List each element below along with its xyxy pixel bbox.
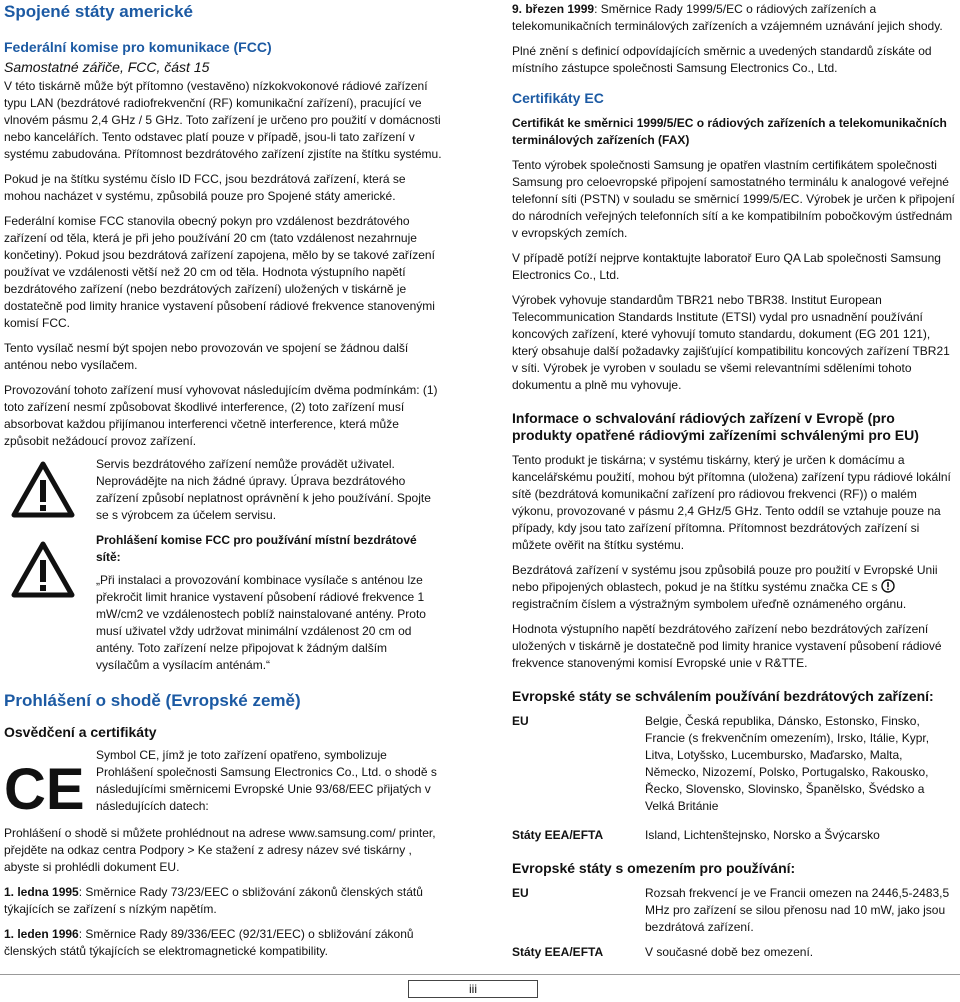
ce-paragraph: Symbol CE, jímž je toto zařízení opatřeno, symbolizuje Prohlášení společnosti Samsung Electronics Co., Ltd. o shodě s následujícími směrnicemi Evropské Unie 93/68/EEC přijatých v následujících datech: (96, 748, 437, 813)
left-column (4, 0, 442, 960)
eea-restricted-text: V současné době bez omezení. (645, 945, 814, 959)
directive-1999-text: : Směrnice Rady 1999/5/EC o rádiových zařízeních a telekomunikačních terminálových zařízeních a vzájemném uznávání jejich shody. (512, 2, 943, 33)
warning-paragraph: Servis bezdrátového zařízení nemůže provádět uživatel. Neprovádějte na nich žádné úpravy. Úprava bezdrátového zařízení způsobí neplatnost oprávnění k jeho používání. Spojte se s výrobcem za účelem servisu. (96, 457, 431, 522)
radio-approval-heading: Informace o schvalování rádiových zařízení v Evropě (pro produkty opatřené rádiovými zařízeními schválenými pro EU) (512, 410, 919, 443)
directive-1999-date: 9. březen 1999 (512, 2, 595, 16)
fcc-paragraph-4: Tento vysílač nesmí být spojen nebo provozován ve spojení se žádnou další anténou nebo vysílačem. (4, 341, 409, 372)
fcc-paragraph-1: V této tiskárně může být přítomno (vestavěno) nízkokvokonové rádiové zařízení typu LAN (bezdrátové radiofrekvenční (RF) komunikační zařízení), pracující ve vlnovém pásmu 2,4 GHz / 5 GHz. Toto zařízení je určeno pro použití v domácnosti nebo kancelářích. Tento odstavec platí pouze v případě, jsou-li tato zařízení v systému zabudována. Přítomnost bezdrátového zařízení zjistíte na štítku systému. (4, 79, 442, 161)
eu-approved-key: EU (512, 714, 529, 728)
warning-text (96, 456, 442, 674)
warning-icons (4, 456, 96, 674)
ec-certificates-title: Certifikáty EC (512, 90, 604, 106)
eea-approved-key: Státy EEA/EFTA (512, 828, 604, 842)
right-column (512, 0, 956, 961)
ce-block (4, 747, 442, 819)
warning-triangle-icon (10, 540, 76, 600)
eu-approved-row (512, 713, 956, 815)
eu-restricted-text: Rozsah frekvencí je ve Francii omezen na 2446,5-2483,5 MHz pro zařízení se silou přenosu nad 10 mW, jako jsou bezdrátová zařízení. (645, 886, 950, 934)
fcc-paragraph-2: Pokud je na štítku systému číslo ID FCC, jsou bezdrátová zařízení, která se mohou nacházet v systému, způsobilá pouze pro Spojené státy americké. (4, 172, 406, 203)
radio-paragraph-2a: Bezdrátová zařízení v systému jsou způsobilá pouze pro použití v Evropské Unii nebo připojených oblastech, pokud je na štítku systému značka CE s (512, 563, 938, 594)
fcc-paragraph-5: Provozování tohoto zařízení musí vyhovovat následujícím dvěma podmínkám: (1) toto zařízení nesmí způsobovat škodlivé interference, (2) toto zařízení musí absorbovat každou přijímanou interferenci včetně interference, která může způsobit nežádoucí provoz zařízení. (4, 383, 438, 448)
section-title-usa: Spojené státy americké (4, 2, 193, 21)
ce-mark-icon (4, 759, 88, 819)
eu-approved-countries: Belgie, Česká republika, Dánsko, Estonsko, Finsko, Francie (s frekvenčním omezením), Irsko, Itálie, Kypr, Litva, Lotyšsko, Lucembursko, Maďarsko, Malta, Německo, Nizozemí, Polsko, Portugalsko, Rakousko, Řecko, Slovensko, Slovinsko, Španělsko, Švédsko a Velká Británie (645, 714, 930, 813)
eu-declaration-title: Prohlášení o shodě (Evropské země) (4, 691, 301, 710)
eu-approved-states-heading: Evropské státy se schválením používání bezdrátových zařízení: (512, 688, 934, 704)
ce-mark-text: CE (4, 759, 85, 819)
directive-1995 (4, 884, 442, 918)
directive-1995-date: 1. ledna 1995 (4, 885, 79, 899)
warning-heading: Prohlášení komise FCC pro používání místní bezdrátové sítě: (96, 533, 417, 564)
fcc-paragraph-3: Federální komise FCC stanovila obecný pokyn pro vzdálenost bezdrátového zařízení od těla, která je při jeho používání 20 cm (tato vzdálenost nezahrnuje končetiny). Pokud jsou bezdrátová zařízení zapojena, mělo by se takové zařízení používat ve vzdálenosti větší než 20 cm od těla. Hodnota výstupního napětí bezdrátového zařízení (nebo bezdrátových zařízení) uložených v tiskárně je dostatečně pod limity hranice vystavení působení rádiové frekvence stanovenými komisí FCC. (4, 214, 435, 330)
ec-paragraph-3: Výrobek vyhovuje standardům TBR21 nebo TBR38. Institut European Telecommunication Standards Institute (ETSI) vydal pro usnadnění používání koncových zařízení, které vyhovují tomuto standardu, dokument (EG 201 121), který obsahuje další požadavky zajišťující kompatibilitu koncových zařízení TBR21 v síti. Výrobek je vyroben v souladu se všemi relevantními sděleními tohoto dokumentu a plně mu vyhovuje. (512, 293, 950, 392)
eea-restricted-key: Státy EEA/EFTA (512, 945, 604, 959)
footer-divider (0, 974, 960, 975)
eea-approved-row (512, 827, 956, 844)
warning-block (4, 456, 442, 674)
eea-approved-countries: Island, Lichtenštejnsko, Norsko a Švýcarsko (645, 828, 880, 842)
radio-paragraph-2b: registračním číslem a výstražným symbolem uřeďně oznámeného orgánu. (512, 597, 907, 611)
radio-paragraph-3: Hodnota výstupního napětí bezdrátového zařízení nebo bezdrátových zařízení uložených v tiskárně je dostatečně pod limity hranice vystavení působení rádiové frekvence stanovenými komisí Evropské unie v R&TTE. (512, 622, 942, 670)
directive-1999 (512, 1, 956, 35)
directive-1996-text: : Směrnice Rady 89/336/EEC (92/31/EEC) o sbližování zákonů členských států týkajících se elektromagnetické kompatibility. (4, 927, 414, 958)
fcc-subheading: Samostatné zářiče, FCC, část 15 (4, 59, 210, 75)
ec-paragraph-2: V případě potíží nejprve kontaktujte laboratoř Euro QA Lab společnosti Samsung Electronics Co., Ltd. (512, 251, 941, 282)
alert-circle-icon (881, 579, 895, 593)
directive-1996-date: 1. leden 1996 (4, 927, 79, 941)
full-text-paragraph: Plné znění s definicí odpovídajících směrnic a uvedených standardů získáte od místního zástupce společnosti Samsung Electronics Co., Ltd. (512, 44, 932, 75)
fcc-heading: Federální komise pro komunikace (FCC) (4, 39, 272, 55)
eea-restricted-row (512, 944, 956, 961)
ec-paragraph-1: Tento výrobek společnosti Samsung je opatřen vlastním certifikátem společnosti Samsung pro celoevropské připojení samostatného terminálu k analogové veřejné telefonní síti (PSTN) v souladu se směrnicí 1999/5/EC. Výrobek je určen k připojení do národních veřejných telefonních sítí a ke kompatibilním pobočkovým ústřednám v evropských zemích. (512, 158, 955, 240)
page-number: iii (408, 980, 538, 998)
ce-logo-box (4, 747, 96, 819)
directive-1995-text: : Směrnice Rady 73/23/EEC o sbližování zákonů členských států týkajících se zařízení s nízkým napětím. (4, 885, 423, 916)
eu-restricted-key: EU (512, 886, 529, 900)
directive-1996 (4, 926, 442, 960)
warning-quote: „Při instalaci a provozování kombinace vysílače s anténou lze překročit limit hranice vystavení působení rádiové frekvence 1 mW/cm2 ve vzdálenostech poblíž nainstalované antény. Proto musí uživatel vždy udržovat minimální vzdálenost 20 cm od antény. Toto zařízení nelze připojovat k žádným dalším vysílačům a vysílacím anténám.“ (96, 573, 426, 672)
radio-paragraph-1: Tento produkt je tiskárna; v systému tiskárny, který je určen k domácímu a kancelářskému použití, mohou být přítomna (uložena) zařízení typu rádiové lokální sítě (bezdrátová komunikační zařízení pro rádiovou frekvenci (RF)) o malém výkonu, provozované v pásmu 2,4 GHz/5 GHz. Tento oddíl se vztahuje pouze na případy, kdy jsou tato zařízení přítomna. Přítomnost bezdrátových zařízení si můžete ověřit na štítku systému. (512, 453, 951, 552)
ec-certificate-heading: Certifikát ke směrnici 1999/5/EC o rádiových zařízeních a telekomunikačních terminálových zařízeních (FAX) (512, 116, 947, 147)
radio-paragraph-2 (512, 562, 956, 613)
certificates-heading: Osvědčení a certifikáty (4, 724, 157, 740)
warning-triangle-icon (10, 460, 76, 520)
eu-restricted-row (512, 885, 956, 936)
doc-download-paragraph: Prohlášení o shodě si můžete prohlédnout na adrese www.samsung.com/ printer, přejděte na odkaz centra Podpory > Ke stažení z adresy název své tiskárny , abyste si prohlédli dokument EU. (4, 826, 436, 874)
restricted-states-heading: Evropské státy s omezením pro používání: (512, 860, 796, 876)
